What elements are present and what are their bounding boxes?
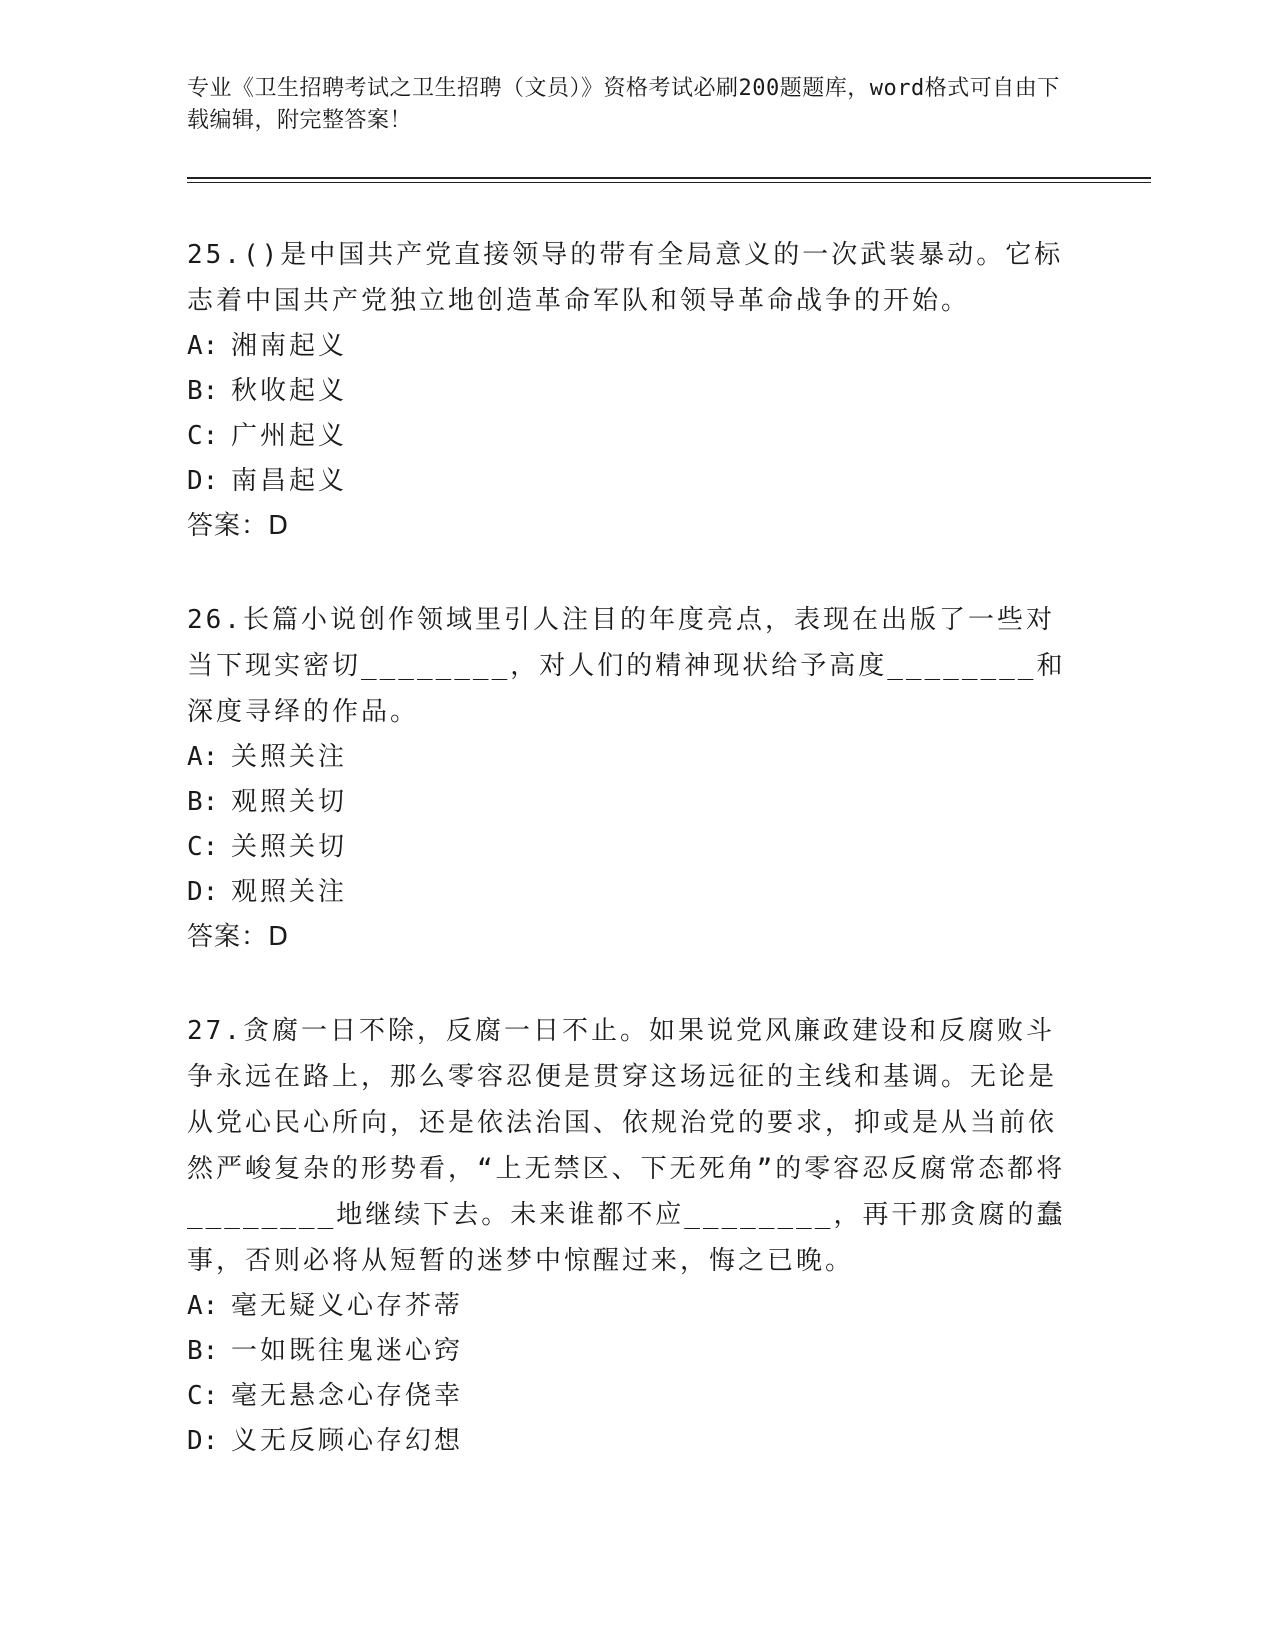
option-text: 观照关切 <box>231 787 348 817</box>
option-text: 湘南起义 <box>231 331 348 361</box>
option-a <box>187 1284 1077 1329</box>
question-26 <box>187 597 1077 960</box>
option-key: A: <box>187 742 219 772</box>
option-text: 秋收起义 <box>231 376 348 406</box>
option-b <box>187 369 1077 414</box>
option-c <box>187 414 1077 459</box>
option-text: 广州起义 <box>231 421 348 451</box>
option-a <box>187 324 1077 369</box>
question-27 <box>187 1008 1077 1464</box>
question-stem: 27.贪腐一日不除，反腐一日不止。如果说党风廉政建设和反腐败斗争永远在路上，那么零容忍便是贯穿这场远征的主线和基调。无论是从党心民心所向，还是依法治国、依规治党的要求，抑或是从当前依然严峻复杂的形势看，“上无禁区、下无死角”的零容忍反腐常态都将________地继续下去。未来谁都不应________，再干那贪腐的蠢事，否则必将从短暂的迷梦中惊醒过来，悔之已晚。 <box>187 1016 1066 1276</box>
question-stem: 26.长篇小说创作领域里引人注目的年度亮点，表现在出版了一些对当下现实密切________，对人们的精神现状给予高度________和深度寻绎的作品。 <box>187 605 1066 727</box>
option-key: C: <box>187 1381 219 1411</box>
option-key: D: <box>187 877 219 907</box>
option-key: D: <box>187 1426 219 1456</box>
option-b <box>187 1329 1077 1374</box>
option-key: B: <box>187 787 219 817</box>
option-c <box>187 825 1077 870</box>
option-key: B: <box>187 376 219 406</box>
answer-line: 答案：D <box>187 511 290 541</box>
option-key: B: <box>187 1336 219 1366</box>
question-stem: 25.()是中国共产党直接领导的带有全局意义的一次武装暴动。它标志着中国共产党独立地创造革命军队和领导革命战争的开始。 <box>187 240 1064 316</box>
option-d <box>187 459 1077 504</box>
answer-line: 答案：D <box>187 922 290 952</box>
option-a <box>187 735 1077 780</box>
option-b <box>187 780 1077 825</box>
option-text: 毫无疑义心存芥蒂 <box>231 1291 464 1321</box>
option-d <box>187 870 1077 915</box>
option-text: 关照关切 <box>231 832 348 862</box>
option-text: 关照关注 <box>231 742 348 772</box>
option-key: A: <box>187 331 219 361</box>
document-header: 专业《卫生招聘考试之卫生招聘（文员）》资格考试必刷200题题库，word格式可自由下载编辑，附完整答案！ <box>187 76 1060 133</box>
option-text: 毫无悬念心存侥幸 <box>231 1381 464 1411</box>
option-text: 南昌起义 <box>231 466 348 496</box>
header-divider <box>187 177 1151 179</box>
option-text: 义无反顾心存幻想 <box>231 1426 464 1456</box>
option-key: A: <box>187 1291 219 1321</box>
option-text: 观照关注 <box>231 877 348 907</box>
option-text: 一如既往鬼迷心窍 <box>231 1336 464 1366</box>
option-key: C: <box>187 832 219 862</box>
question-25 <box>187 232 1077 549</box>
option-d <box>187 1419 1077 1464</box>
header-divider-thin <box>187 182 1151 183</box>
option-key: C: <box>187 421 219 451</box>
option-c <box>187 1374 1077 1419</box>
option-key: D: <box>187 466 219 496</box>
